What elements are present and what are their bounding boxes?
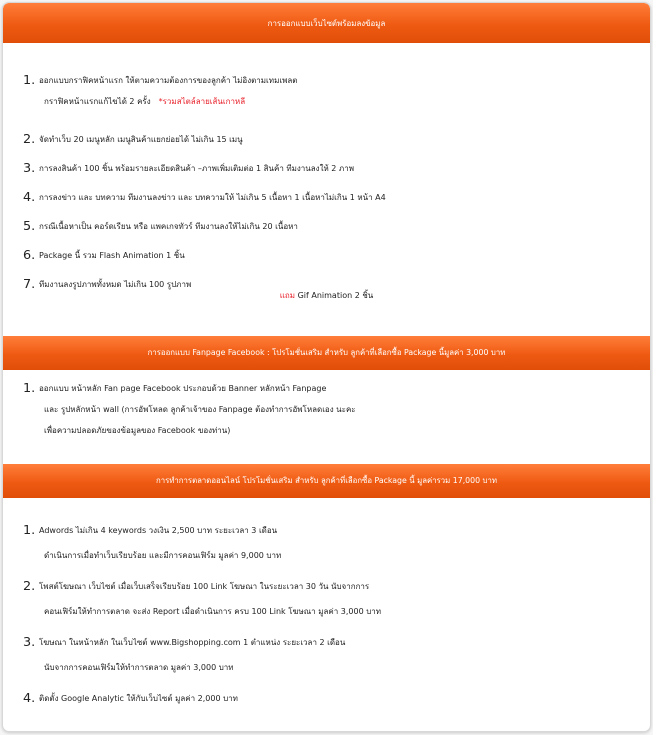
package-item-4 bbox=[3, 187, 650, 208]
item-number: 4. bbox=[23, 190, 36, 205]
item-number: 3. bbox=[23, 635, 36, 650]
item-text-line2: ดำเนินการเมื่อทำเว็บเรียบร้อย และมีการคอนเฟิร์ม มูลค่า 9,000 บาท bbox=[44, 551, 282, 560]
package-item-6 bbox=[3, 245, 650, 266]
item-text-line2: และ รูปหลักหน้า wall (การอัพโหลด ลูกค้าเจ้าของ Fanpage ต้องทำการอัพโหลดเอง นะคะ bbox=[44, 405, 356, 414]
item-number: 4. bbox=[23, 691, 36, 706]
item-number: 6. bbox=[23, 248, 36, 263]
bonus-word: แถม bbox=[279, 291, 296, 300]
item-text: จัดทำเว็บ 20 เมนูหลัก เมนูสินค้าแยกย่อยได้ ไม่เกิน 15 เมนู bbox=[39, 135, 243, 144]
bonus-line bbox=[3, 289, 650, 302]
package-header bbox=[3, 3, 650, 43]
korean-style-note: *รวมสไตล์ลายเส้นเกาหลี bbox=[158, 97, 246, 106]
item-text: การลงข่าว และ บทความ ทีมงานลงข่าว และ บทความให้ ไม่เกิน 5 เนื้อหา 1 เนื้อหาไม่เกิน 1 หน้า A4 bbox=[39, 193, 386, 202]
item-number: 1. bbox=[23, 523, 36, 538]
item-text: Package นี้ รวม Flash Animation 1 ชิ้น bbox=[39, 251, 185, 260]
marketing-header bbox=[3, 464, 650, 498]
marketing-item-2 bbox=[3, 574, 650, 624]
item-number: 5. bbox=[23, 219, 36, 234]
fanpage-header bbox=[3, 336, 650, 370]
marketing-title: การทำการตลาดออนไลน์ โปรโมชั่นเสริม สำหรับ ลูกค้าที่เลือกซื้อ Package นี้ มูลค่ารวม 17,000 บาท bbox=[155, 476, 498, 485]
item-text: ออกแบบ หน้าหลัก Fan page Facebook ประกอบด้วย Banner หลักหน้า Fanpage bbox=[39, 384, 327, 393]
item-number: 1. bbox=[23, 73, 36, 88]
fanpage-item-1 bbox=[3, 378, 650, 441]
item-text: โฆษณา ในหน้าหลัก ในเว็บไซต์ www.Bigshopping.com 1 ตำแหน่ง ระยะเวลา 2 เดือน bbox=[39, 638, 346, 647]
package-items-list bbox=[3, 70, 650, 303]
bonus-text: Gif Animation 2 ชิ้น bbox=[297, 291, 374, 300]
item-text-line2: คอนเฟิร์มให้ทำการตลาด จะส่ง Report เมื่อดำเนินการ ครบ 100 Link โฆษณา มูลค่า 3,000 บาท bbox=[44, 607, 382, 616]
item-text: Adwords ไม่เกิน 4 keywords วงเงิน 2,500 บาท ระยะเวลา 3 เดือน bbox=[39, 526, 278, 535]
marketing-item-4 bbox=[3, 686, 650, 711]
marketing-item-1 bbox=[3, 518, 650, 568]
marketing-items-list bbox=[3, 518, 650, 717]
item-text: กรณีเนื้อหาเป็น คอร์ดเรียน หรือ แพคเกจทัวร์ ทีมงานลงให้ไม่เกิน 20 เนื้อหา bbox=[39, 222, 298, 231]
package-title: การออกแบบเว็บไซต์พร้อมลงข้อมูล bbox=[267, 19, 386, 28]
item-text-line2: กราฟิคหน้าแรกแก้ไขได้ 2 ครั้ง bbox=[44, 97, 151, 106]
item-number: 7. bbox=[23, 277, 36, 292]
item-number: 2. bbox=[23, 579, 36, 594]
fanpage-title: การออกแบบ Fanpage Facebook : โปรโมชั่นเสริม สำหรับ ลูกค้าที่เลือกซื้อ Package นี้มูลค่า 3,000 บาท bbox=[147, 348, 506, 357]
fanpage-items-list bbox=[3, 378, 650, 441]
package-item-3 bbox=[3, 158, 650, 179]
package-item-5 bbox=[3, 216, 650, 237]
item-number: 2. bbox=[23, 132, 36, 147]
package-card bbox=[2, 2, 651, 732]
item-text: ทีมงานลงรูปภาพทั้งหมด ไม่เกิน 100 รูปภาพ bbox=[39, 280, 192, 289]
item-number: 1. bbox=[23, 381, 36, 396]
marketing-item-3 bbox=[3, 630, 650, 680]
item-text: โพสต์โฆษณา เว็บไซต์ เมื่อเว็บเสร็จเรียบร้อย 100 Link โฆษณา ในระยะเวลา 30 วัน นับจากการ bbox=[39, 582, 370, 591]
item-text: ติดตั้ง Google Analytic ให้กับเว็บไซต์ มูลค่า 2,000 บาท bbox=[39, 694, 238, 703]
item-text-continued bbox=[39, 91, 650, 112]
item-text: การลงสินค้า 100 ชิ้น พร้อมรายละเอียดสินค้า –ภาพเพิ่มเติมต่อ 1 สินค้า ทีมงานลงให้ 2 ภาพ bbox=[39, 164, 354, 173]
item-text-line3: เพื่อความปลอดภัยของข้อมูลของ Facebook ของท่าน) bbox=[44, 426, 231, 435]
package-item-2 bbox=[3, 129, 650, 150]
item-text-line2: นับจากการคอนเฟิร์มให้ทำการตลาด มูลค่า 3,000 บาท bbox=[44, 663, 234, 672]
item-number: 3. bbox=[23, 161, 36, 176]
package-item-1 bbox=[3, 70, 650, 112]
item-text: ออกแบบกราฟิคหน้าแรก ให้ตามความต้องการของลูกค้า ไม่อิงตามเทมเพลต bbox=[39, 76, 298, 85]
